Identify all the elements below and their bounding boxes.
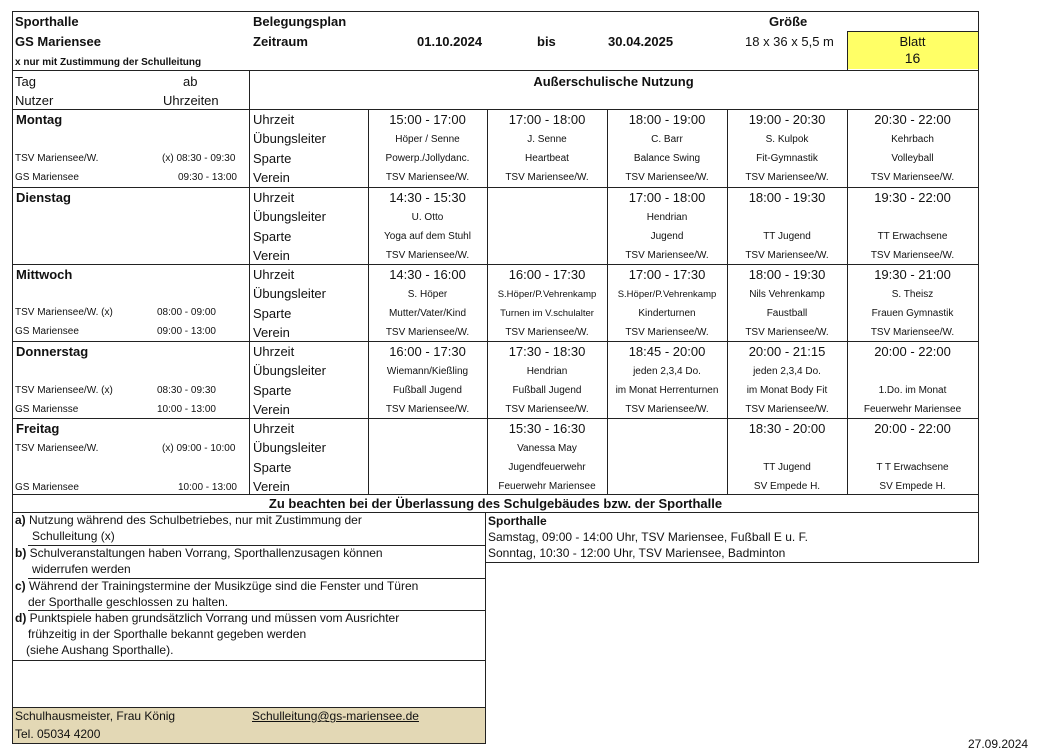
- slot-verein: Feuerwehr Mariensee: [498, 481, 596, 492]
- slot-verein: TSV Mariensee/W.: [505, 172, 589, 183]
- slot-verein: TSV Mariensee/W.: [385, 250, 470, 261]
- slot-leader: S.Höper/P.Vehrenkamp: [617, 289, 717, 300]
- row-label-leader: Übungsleiter: [253, 131, 326, 146]
- note-letter: a): [15, 513, 26, 527]
- slot-sparte: TT Jugend: [763, 231, 811, 242]
- slot-leader: Wiemann/Kießling: [386, 366, 469, 377]
- slot-time: 19:00 - 20:30: [748, 112, 826, 127]
- slot-sparte: Frauen Gymnastik: [871, 308, 954, 319]
- slot-leader: Vanessa May: [517, 443, 577, 454]
- col-ab: ab: [183, 74, 198, 89]
- note-d: [15, 611, 399, 625]
- slot-time: 17:00 - 17:30: [628, 267, 706, 282]
- slot-verein: TSV Mariensee/W.: [870, 172, 955, 183]
- slot-time: 20:00 - 21:15: [748, 344, 826, 359]
- slot-time: 20:00 - 22:00: [874, 344, 951, 359]
- row-label-verein: Verein: [253, 325, 290, 340]
- slot-leader: Nils Vehrenkamp: [749, 289, 825, 300]
- slot-sparte: Heartbeat: [525, 153, 569, 164]
- row-label-time: Uhrzeit: [253, 112, 295, 127]
- weekend-sunday: Sonntag, 10:30 - 12:00 Uhr, TSV Mariensee, Badminton: [488, 546, 786, 560]
- slot-leader: Hendrian: [526, 366, 568, 377]
- note-letter: b): [15, 546, 27, 560]
- slot-time: 18:00 - 19:30: [748, 267, 826, 282]
- day-tuesday: Dienstag: [16, 190, 71, 205]
- school-time: 08:30 - 09:30: [157, 385, 216, 396]
- slot-time: 19:30 - 21:00: [874, 267, 951, 282]
- school-time: 10:00 - 13:00: [178, 482, 237, 493]
- row-label-time: Uhrzeit: [253, 344, 295, 359]
- note-text: Punktspiele haben grundsätzlich Vorrang und müssen vom Ausrichter: [29, 611, 400, 625]
- slot-time: 20:00 - 22:00: [874, 421, 951, 436]
- date-stamp: 27.09.2024: [968, 737, 1029, 751]
- row-label-verein: Verein: [253, 402, 290, 417]
- date-to: 30.04.2025: [608, 34, 674, 49]
- approval-note: x nur mit Zustimmung der Schulleitung: [15, 57, 202, 68]
- school-user: TSV Mariensee/W. (x): [15, 307, 113, 318]
- school-user: TSV Mariensee/W.: [15, 443, 99, 454]
- slot-verein: SV Empede H.: [879, 481, 946, 492]
- slot-sparte: 1.Do. im Monat: [878, 385, 947, 396]
- slot-leader: Hendrian: [646, 212, 688, 223]
- slot-sparte: Turnen im V.schulalter: [500, 308, 594, 319]
- slot-time: 18:00 - 19:00: [628, 112, 706, 127]
- slot-leader: S. Theisz: [891, 289, 934, 300]
- note-letter: d): [15, 611, 27, 625]
- slot-verein: TSV Mariensee/W.: [625, 327, 709, 338]
- weekend-title: Sporthalle: [488, 514, 547, 528]
- slot-sparte: Kinderturnen: [638, 308, 696, 319]
- note-a: [15, 513, 362, 527]
- school-user: GS Mariensee: [15, 482, 79, 493]
- slot-verein: TSV Mariensee/W.: [385, 172, 470, 183]
- slot-time: 18:00 - 19:30: [748, 190, 826, 205]
- col-uhrzeiten: Uhrzeiten: [163, 93, 219, 108]
- slot-sparte: T T Erwachsene: [876, 462, 949, 473]
- row-label-time: Uhrzeit: [253, 421, 295, 436]
- caretaker: Schulhausmeister, Frau König: [15, 709, 176, 723]
- slot-verein: TSV Mariensee/W.: [870, 250, 955, 261]
- note-c-cont: der Sporthalle geschlossen zu halten.: [28, 595, 229, 609]
- slot-verein: TSV Mariensee/W.: [745, 250, 829, 261]
- slot-time: 17:00 - 18:00: [508, 112, 586, 127]
- slot-time: 18:30 - 20:00: [748, 421, 826, 436]
- slot-leader: S. Kulpok: [765, 134, 809, 145]
- slot-time: 20:30 - 22:00: [874, 112, 951, 127]
- slot-sparte: Volleyball: [891, 153, 934, 164]
- col-nutzer: Nutzer: [15, 93, 54, 108]
- caretaker-phone: Tel. 05034 4200: [15, 727, 101, 741]
- notes-title: Zu beachten bei der Überlassung des Schulgebäudes bzw. der Sporthalle: [268, 496, 723, 511]
- slot-sparte: Fußball Jugend: [512, 385, 582, 396]
- school-user: TSV Mariensee/W.: [15, 153, 99, 164]
- slot-verein: TSV Mariensee/W.: [870, 327, 955, 338]
- row-label-time: Uhrzeit: [253, 190, 295, 205]
- slot-time: 17:30 - 18:30: [508, 344, 586, 359]
- slot-sparte: Fußball Jugend: [393, 385, 462, 396]
- slot-leader: S.Höper/P.Vehrenkamp: [497, 289, 597, 300]
- note-text: Schulveranstaltungen haben Vorrang, Sporthallenzusagen können: [29, 546, 383, 560]
- school-user: GS Mariensee: [15, 172, 79, 183]
- school-name: GS Mariensee: [15, 34, 101, 49]
- slot-leader: jeden 2,3,4 Do.: [753, 366, 821, 377]
- note-d-cont: frühzeitig in der Sporthalle bekannt gegeben werden: [28, 627, 307, 641]
- row-label-verein: Verein: [253, 170, 290, 185]
- slot-verein: TSV Mariensee/W.: [385, 404, 470, 415]
- facility-title: Sporthalle: [15, 14, 79, 29]
- row-label-sparte: Sparte: [253, 151, 292, 166]
- note-d-cont2: (siehe Aushang Sporthalle).: [26, 643, 174, 657]
- slot-sparte: im Monat Body Fit: [746, 385, 828, 396]
- slot-verein: TSV Mariensee/W.: [745, 404, 829, 415]
- date-bis: bis: [537, 34, 556, 49]
- slot-sparte: Faustball: [766, 308, 808, 319]
- school-time: 08:00 - 09:00: [157, 307, 216, 318]
- slot-verein: TSV Mariensee/W.: [505, 327, 589, 338]
- slot-verein: TSV Mariensee/W.: [625, 250, 709, 261]
- slot-time: 15:30 - 16:30: [508, 421, 586, 436]
- slot-leader: S. Höper: [407, 289, 448, 300]
- slot-leader: C. Barr: [651, 134, 683, 145]
- col-tag: Tag: [15, 74, 36, 89]
- row-label-leader: Übungsleiter: [253, 209, 326, 224]
- slot-leader: jeden 2,3,4 Do.: [633, 366, 701, 377]
- day-monday: Montag: [16, 112, 63, 127]
- row-label-time: Uhrzeit: [253, 267, 295, 282]
- slot-verein: TSV Mariensee/W.: [745, 172, 829, 183]
- slot-time: 14:30 - 15:30: [389, 190, 466, 205]
- school-time: 09:00 - 13:00: [157, 326, 216, 337]
- row-label-leader: Übungsleiter: [253, 286, 326, 301]
- slot-time: 17:00 - 18:00: [628, 190, 706, 205]
- school-time: 10:00 - 13:00: [157, 404, 216, 415]
- slot-leader: J. Senne: [527, 134, 567, 145]
- slot-verein: TSV Mariensee/W.: [745, 327, 829, 338]
- slot-verein: TSV Mariensee/W.: [505, 404, 589, 415]
- note-c: [15, 579, 418, 593]
- date-from: 01.10.2024: [417, 34, 483, 49]
- slot-verein: TSV Mariensee/W.: [625, 172, 709, 183]
- row-label-leader: Übungsleiter: [253, 440, 326, 455]
- school-user: TSV Mariensee/W. (x): [15, 385, 113, 396]
- slot-sparte: Fit-Gymnastik: [756, 153, 818, 164]
- slot-time: 15:00 - 17:00: [389, 112, 466, 127]
- slot-sparte: im Monat Herrenturnen: [615, 385, 719, 396]
- slot-leader: Höper / Senne: [395, 134, 460, 145]
- note-letter: c): [15, 579, 26, 593]
- row-label-sparte: Sparte: [253, 306, 292, 321]
- slot-time: 14:30 - 16:00: [389, 267, 466, 282]
- slot-sparte: Jugendfeuerwehr: [508, 462, 586, 473]
- day-friday: Freitag: [16, 421, 60, 436]
- school-time: (x) 09:00 - 10:00: [162, 443, 236, 454]
- school-email-link[interactable]: Schulleitung@gs-mariensee.de: [252, 709, 419, 723]
- slot-time: 16:00 - 17:30: [389, 344, 466, 359]
- note-b: [15, 546, 383, 560]
- slot-verein: TSV Mariensee/W.: [625, 404, 709, 415]
- slot-sparte: Yoga auf dem Stuhl: [384, 231, 471, 242]
- size-label: Größe: [769, 14, 808, 29]
- weekend-saturday: Samstag, 09:00 - 14:00 Uhr, TSV Mariensee, Fußball E u. F.: [488, 530, 808, 544]
- slot-sparte: TT Erwachsene: [877, 231, 948, 242]
- note-b-cont: widerrufen werden: [32, 562, 131, 576]
- day-thursday: Donnerstag: [16, 344, 89, 359]
- slot-time: 16:00 - 17:30: [508, 267, 586, 282]
- period-label: Zeitraum: [253, 34, 308, 49]
- sheet-label: Blatt: [899, 34, 926, 49]
- note-text: Während der Trainingstermine der Musikzüge sind die Fenster und Türen: [29, 579, 419, 593]
- row-label-leader: Übungsleiter: [253, 363, 326, 378]
- slot-leader: U. Otto: [411, 212, 444, 223]
- row-label-sparte: Sparte: [253, 460, 292, 475]
- slot-verein: TSV Mariensee/W.: [385, 327, 470, 338]
- school-time: 09:30 - 13:00: [178, 172, 237, 183]
- row-label-verein: Verein: [253, 479, 290, 494]
- school-user: GS Mariensee: [15, 326, 79, 337]
- plan-label: Belegungsplan: [253, 14, 347, 29]
- slot-verein: Feuerwehr Mariensee: [863, 404, 962, 415]
- note-a-cont: Schulleitung (x): [32, 529, 115, 543]
- slot-sparte: Jugend: [650, 231, 684, 242]
- slot-sparte: TT Jugend: [763, 462, 811, 473]
- sheet-number: 16: [904, 50, 921, 66]
- slot-time: 19:30 - 22:00: [874, 190, 951, 205]
- size-value: 18 x 36 x 5,5 m: [745, 34, 834, 49]
- usage-title: Außerschulische Nutzung: [533, 74, 694, 89]
- slot-verein: SV Empede H.: [753, 481, 821, 492]
- row-label-sparte: Sparte: [253, 383, 292, 398]
- row-label-verein: Verein: [253, 248, 290, 263]
- note-text: Nutzung während des Schulbetriebes, nur mit Zustimmung der: [29, 513, 362, 527]
- school-user: GS Mariensse: [15, 404, 79, 415]
- row-label-sparte: Sparte: [253, 229, 292, 244]
- slot-leader: Kehrbach: [891, 134, 934, 145]
- school-time: (x) 08:30 - 09:30: [162, 153, 236, 164]
- slot-time: 18:45 - 20:00: [628, 344, 706, 359]
- slot-sparte: Powerp./Jollydanc.: [385, 153, 470, 164]
- slot-sparte: Balance Swing: [633, 153, 701, 164]
- day-wednesday: Mittwoch: [16, 267, 73, 282]
- slot-sparte: Mutter/Vater/Kind: [388, 308, 467, 319]
